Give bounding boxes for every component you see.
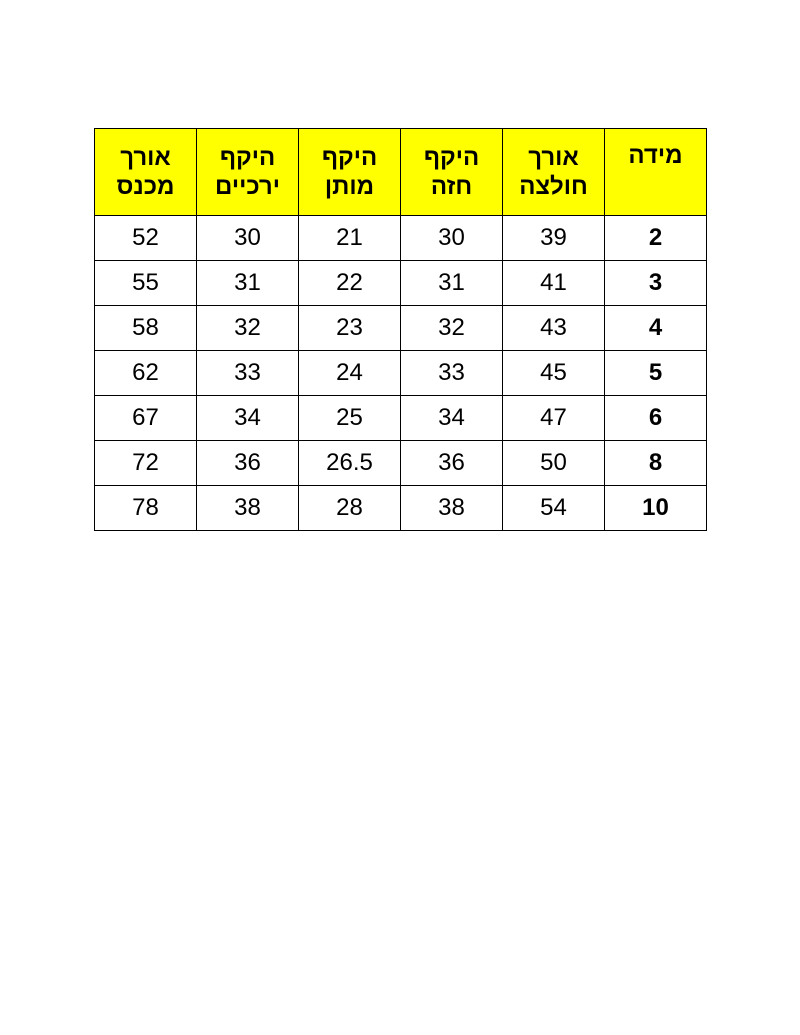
chest-cell: 30 <box>401 216 503 261</box>
pants-length-cell: 52 <box>95 216 197 261</box>
pants-length-cell: 62 <box>95 351 197 396</box>
header-hips <box>197 129 299 216</box>
size-cell: 8 <box>605 441 707 486</box>
table-row <box>95 306 707 351</box>
table-row <box>95 351 707 396</box>
header-size-label: מידה <box>628 142 683 169</box>
header-label-line1: אורך <box>528 144 579 171</box>
size-cell: 2 <box>605 216 707 261</box>
chest-cell: 36 <box>401 441 503 486</box>
waist-cell: 21 <box>299 216 401 261</box>
chest-cell: 38 <box>401 486 503 531</box>
header-row <box>95 129 707 216</box>
shirt-length-cell: 47 <box>503 396 605 441</box>
hips-cell: 38 <box>197 486 299 531</box>
shirt-length-cell: 41 <box>503 261 605 306</box>
table-row <box>95 216 707 261</box>
shirt-length-cell: 43 <box>503 306 605 351</box>
header-label-line2: חולצה <box>519 173 588 200</box>
pants-length-cell: 78 <box>95 486 197 531</box>
shirt-length-cell: 45 <box>503 351 605 396</box>
header-label-line2: מכנס <box>116 173 175 200</box>
size-chart-table <box>94 128 707 531</box>
header-label-line1: היקף <box>423 144 480 171</box>
hips-cell: 30 <box>197 216 299 261</box>
shirt-length-cell: 39 <box>503 216 605 261</box>
pants-length-cell: 58 <box>95 306 197 351</box>
table-row <box>95 441 707 486</box>
chest-cell: 31 <box>401 261 503 306</box>
hips-cell: 33 <box>197 351 299 396</box>
header-label-line1: היקף <box>219 144 276 171</box>
shirt-length-cell: 54 <box>503 486 605 531</box>
chest-cell: 34 <box>401 396 503 441</box>
table-row <box>95 261 707 306</box>
pants-length-cell: 67 <box>95 396 197 441</box>
size-cell: 3 <box>605 261 707 306</box>
header-label-line1: אורך <box>120 144 171 171</box>
waist-cell: 26.5 <box>299 441 401 486</box>
waist-cell: 22 <box>299 261 401 306</box>
table-row <box>95 396 707 441</box>
size-cell: 4 <box>605 306 707 351</box>
size-cell: 5 <box>605 351 707 396</box>
hips-cell: 36 <box>197 441 299 486</box>
header-size <box>605 129 707 216</box>
header-shirt-length <box>503 129 605 216</box>
header-pants-length <box>95 129 197 216</box>
waist-cell: 23 <box>299 306 401 351</box>
size-cell: 6 <box>605 396 707 441</box>
header-label-line2: ירכיים <box>215 173 280 200</box>
pants-length-cell: 72 <box>95 441 197 486</box>
pants-length-cell: 55 <box>95 261 197 306</box>
header-chest <box>401 129 503 216</box>
header-label-line1: היקף <box>321 144 378 171</box>
chest-cell: 32 <box>401 306 503 351</box>
hips-cell: 32 <box>197 306 299 351</box>
waist-cell: 28 <box>299 486 401 531</box>
chest-cell: 33 <box>401 351 503 396</box>
size-cell: 10 <box>605 486 707 531</box>
waist-cell: 25 <box>299 396 401 441</box>
hips-cell: 31 <box>197 261 299 306</box>
table-row <box>95 486 707 531</box>
hips-cell: 34 <box>197 396 299 441</box>
shirt-length-cell: 50 <box>503 441 605 486</box>
waist-cell: 24 <box>299 351 401 396</box>
header-waist <box>299 129 401 216</box>
header-label-line2: מותן <box>324 173 375 200</box>
header-label-line2: חזה <box>430 173 473 200</box>
